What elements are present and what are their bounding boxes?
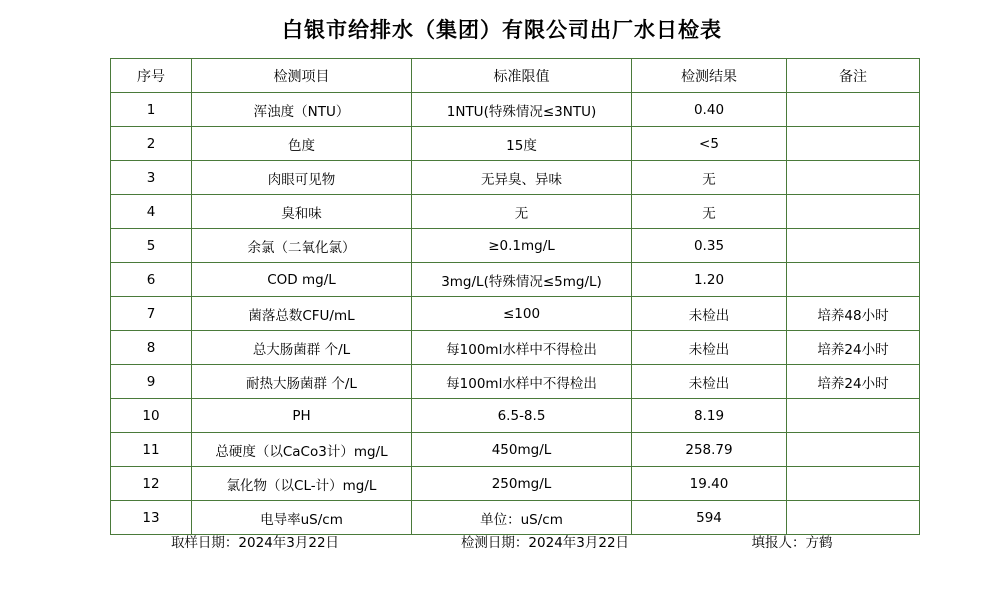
cell-note	[787, 399, 920, 433]
table-row	[111, 195, 920, 229]
cell-item: 耐热大肠菌群 个/L	[192, 365, 412, 399]
cell-item: COD mg/L	[192, 263, 412, 297]
reporter-label: 填报人：方鹤	[751, 535, 833, 551]
table-row	[111, 365, 920, 399]
cell-note	[787, 93, 920, 127]
cell-note: 培养24小时	[787, 331, 920, 365]
report-footer	[110, 521, 894, 561]
cell-no: 11	[111, 433, 192, 467]
cell-note: 培养48小时	[787, 297, 920, 331]
cell-no: 6	[111, 263, 192, 297]
testing-date-label: 检测日期：2024年3月22日	[460, 535, 630, 551]
cell-item: 浑浊度（NTU）	[192, 93, 412, 127]
column-header-result: 检测结果	[632, 59, 787, 93]
table-body	[111, 93, 920, 535]
cell-limit: ≥0.1mg/L	[412, 229, 632, 263]
cell-item: 总硬度（以CaCo3计）mg/L	[192, 433, 412, 467]
cell-item: PH	[192, 399, 412, 433]
table-row	[111, 467, 920, 501]
cell-limit: 1NTU(特殊情况≤3NTU)	[412, 93, 632, 127]
cell-limit: 每100ml水样中不得检出	[412, 331, 632, 365]
cell-item: 臭和味	[192, 195, 412, 229]
cell-result: 无	[632, 195, 787, 229]
cell-no: 4	[111, 195, 192, 229]
table-header-row	[111, 59, 920, 93]
cell-no: 10	[111, 399, 192, 433]
cell-result: 1.20	[632, 263, 787, 297]
cell-no: 3	[111, 161, 192, 195]
page-title: 白银市给排水（集团）有限公司出厂水日检表	[282, 18, 722, 42]
cell-note	[787, 263, 920, 297]
cell-result: 8.19	[632, 399, 787, 433]
cell-no: 13	[111, 501, 192, 535]
table-row	[111, 93, 920, 127]
cell-no: 12	[111, 467, 192, 501]
cell-result: 258.79	[632, 433, 787, 467]
cell-no: 7	[111, 297, 192, 331]
column-header-item: 检测项目	[192, 59, 412, 93]
column-header-no: 序号	[111, 59, 192, 93]
cell-limit: 6.5-8.5	[412, 399, 632, 433]
cell-no: 9	[111, 365, 192, 399]
cell-limit: 450mg/L	[412, 433, 632, 467]
cell-note	[787, 127, 920, 161]
cell-no: 8	[111, 331, 192, 365]
cell-no: 1	[111, 93, 192, 127]
table-row	[111, 229, 920, 263]
cell-note: 培养24小时	[787, 365, 920, 399]
cell-result: 0.35	[632, 229, 787, 263]
cell-limit: 单位：uS/cm	[412, 501, 632, 535]
cell-no: 2	[111, 127, 192, 161]
table-row	[111, 331, 920, 365]
cell-result: 0.40	[632, 93, 787, 127]
cell-limit: ≤100	[412, 297, 632, 331]
cell-limit: 无	[412, 195, 632, 229]
cell-result: 未检出	[632, 331, 787, 365]
cell-result: <5	[632, 127, 787, 161]
cell-item: 菌落总数CFU/mL	[192, 297, 412, 331]
cell-result: 未检出	[632, 297, 787, 331]
report-table-container	[110, 58, 894, 535]
table-header	[111, 59, 920, 93]
table-row	[111, 297, 920, 331]
table-row	[111, 127, 920, 161]
table-row	[111, 433, 920, 467]
cell-result: 19.40	[632, 467, 787, 501]
cell-note	[787, 433, 920, 467]
cell-no: 5	[111, 229, 192, 263]
cell-note	[787, 195, 920, 229]
cell-result: 无	[632, 161, 787, 195]
cell-limit: 3mg/L(特殊情况≤5mg/L)	[412, 263, 632, 297]
table-row	[111, 399, 920, 433]
cell-result: 未检出	[632, 365, 787, 399]
water-quality-report-table	[110, 58, 920, 535]
cell-item: 肉眼可见物	[192, 161, 412, 195]
cell-note	[787, 229, 920, 263]
cell-limit: 每100ml水样中不得检出	[412, 365, 632, 399]
cell-note	[787, 467, 920, 501]
cell-item: 余氯（二氧化氯）	[192, 229, 412, 263]
cell-result: 594	[632, 501, 787, 535]
cell-limit: 无异臭、异味	[412, 161, 632, 195]
table-row	[111, 161, 920, 195]
cell-note	[787, 161, 920, 195]
cell-item: 总大肠菌群 个/L	[192, 331, 412, 365]
column-header-note: 备注	[787, 59, 920, 93]
table-row	[111, 263, 920, 297]
cell-item: 色度	[192, 127, 412, 161]
cell-item: 电导率uS/cm	[192, 501, 412, 535]
cell-limit: 250mg/L	[412, 467, 632, 501]
sampling-date-label: 取样日期：2024年3月22日	[170, 535, 340, 551]
cell-item: 氯化物（以CL-计）mg/L	[192, 467, 412, 501]
cell-limit: 15度	[412, 127, 632, 161]
column-header-limit: 标准限值	[412, 59, 632, 93]
